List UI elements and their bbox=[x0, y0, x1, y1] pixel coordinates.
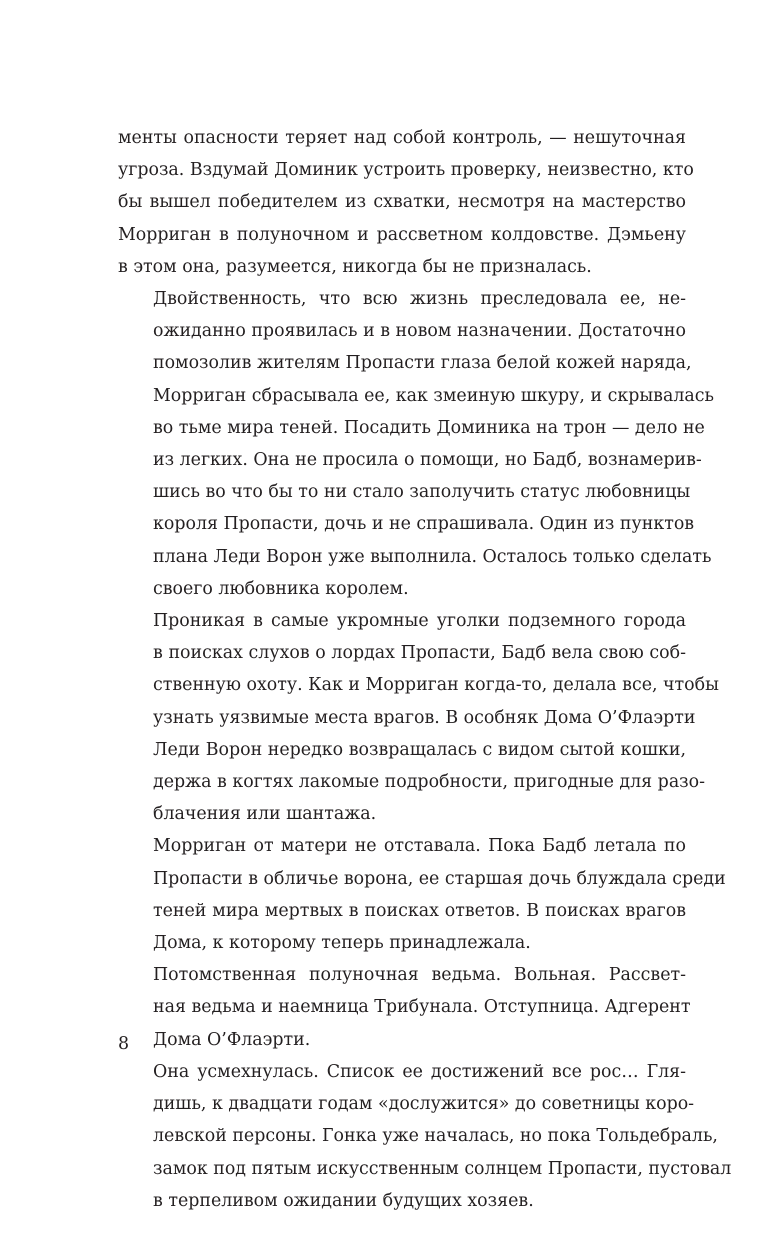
paragraph bbox=[118, 283, 714, 605]
text-line: узнать уязвимые места врагов. В особняк Дома О’Флаэрти bbox=[153, 707, 696, 728]
text-line: Проникая в самые укромные уголки подземного города bbox=[153, 611, 686, 632]
text-line: левской персоны. Гонка уже началась, но пока Тольдебраль, bbox=[153, 1126, 718, 1147]
paragraph bbox=[118, 122, 694, 283]
text-line: своего любовника королем. bbox=[153, 578, 409, 599]
text-line: Она усмехнулась. Список ее достижений все рос… Гля- bbox=[153, 1061, 686, 1082]
text-line: держа в когтях лакомые подробности, пригодные для разо- bbox=[153, 772, 706, 793]
paragraph bbox=[118, 830, 726, 959]
text-line: в этом она, разумеется, никогда бы не призналась. bbox=[118, 256, 592, 277]
page-number: 8 bbox=[118, 1034, 130, 1054]
paragraph bbox=[118, 959, 691, 1056]
text-line: Морриган от матери не отставала. Пока Бадб летала по bbox=[153, 836, 686, 857]
text-line: шись во что бы то ни стало заполучить статус любовницы bbox=[153, 482, 691, 503]
paragraph bbox=[118, 1056, 732, 1217]
text-line: Морриган в полуночном и рассветном колдовстве. Дэмьену bbox=[118, 224, 686, 245]
text-line: помозолив жителям Пропасти глаза белой кожей наряда, bbox=[153, 353, 692, 374]
text-line: Пропасти в обличье ворона, ее старшая дочь блуждала среди bbox=[153, 868, 726, 889]
text-line: Потомственная полуночная ведьма. Вольная. Рассвет- bbox=[153, 965, 686, 986]
text-line: Морриган сбрасывала ее, как змеиную шкуру, и скрывалась bbox=[153, 385, 714, 406]
page-body bbox=[118, 122, 732, 1217]
text-line: во тьме мира теней. Посадить Доминика на трон — дело не bbox=[153, 417, 705, 438]
text-line: из легких. Она не просила о помощи, но Бадб, вознамерив- bbox=[153, 450, 702, 471]
paragraph bbox=[118, 605, 719, 830]
text-line: теней мира мертвых в поисках ответов. В поисках врагов bbox=[153, 900, 686, 921]
text-line: плана Леди Ворон уже выполнила. Осталось только сделать bbox=[153, 546, 712, 567]
text-line: Двойственность, что всю жизнь преследовала ее, не- bbox=[153, 289, 686, 310]
text-line: менты опасности теряет над собой контроль, — нешуточная bbox=[118, 128, 686, 148]
text-line: ственную охоту. Как и Морриган когда-то, делала все, чтобы bbox=[153, 675, 719, 696]
text-line: в терпеливом ожидании будущих хозяев. bbox=[153, 1190, 534, 1211]
text-line: ожиданно проявилась и в новом назначении. Достаточно bbox=[153, 321, 686, 342]
text-line: короля Пропасти, дочь и не спрашивала. Один из пунктов bbox=[153, 514, 695, 535]
text-line: угроза. Вздумай Доминик устроить проверку, неизвестно, кто bbox=[118, 160, 694, 181]
text-line: Леди Ворон нередко возвращалась с видом сытой кошки, bbox=[153, 739, 686, 760]
text-line: блачения или шантажа. bbox=[153, 804, 377, 825]
text-line: замок под пятым искусственным солнцем Пропасти, пустовал bbox=[153, 1158, 732, 1179]
text-line: Дома О’Флаэрти. bbox=[153, 1029, 311, 1050]
text-line: дишь, к двадцати годам «дослужится» до советницы коро- bbox=[153, 1094, 695, 1115]
text-line: ная ведьма и наемница Трибунала. Отступница. Адгерент bbox=[153, 997, 691, 1018]
text-line: в поисках слухов о лордах Пропасти, Бадб вела свою соб- bbox=[153, 643, 686, 664]
text-line: бы вышел победителем из схватки, несмотря на мастерство bbox=[118, 192, 686, 213]
text-line: Дома, к которому теперь принадлежала. bbox=[153, 933, 531, 954]
